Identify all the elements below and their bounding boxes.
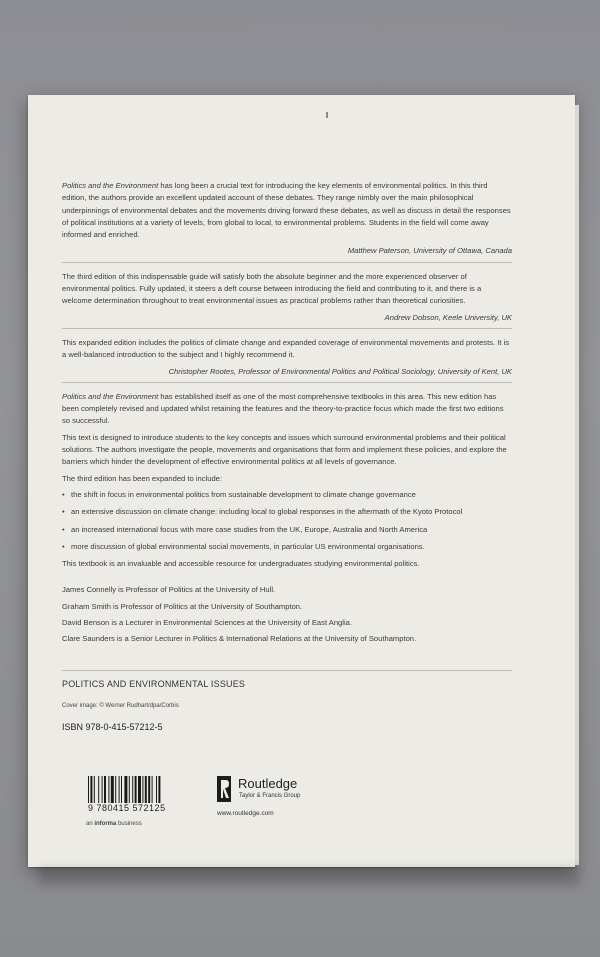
review-attribution-1: Matthew Paterson, University of Ottawa, Canada [347,246,512,256]
page-edge [575,105,579,865]
informa-prefix: an [86,821,95,827]
author-bio: Clare Saunders is a Senior Lecturer in Politics & International Relations at the University of Southampton. [62,634,417,644]
list-item: • an extensive discussion on climate change: including local to global responses in the aftermath of the Kyoto Protocol [62,506,512,518]
quote-text: has long been a crucial text for introducing the key elements of environmental politics. In this third edition, the authors provide an excellent updated account of these debates. They range nimbly over the main philosophical underpinnings of environmental debates and the movements driving forward these debates, as well as discuss in detail the responses of political institutions at a variety of levels, from global to local, to environmental problems. Students in the field will come away informed and enriched. [62,181,511,240]
author-bio: James Connelly is Professor of Politics at the University of Hull. [62,585,276,595]
informa-bold: informa [94,821,117,827]
divider [62,262,512,263]
description-intro [62,391,512,428]
back-cover-text [62,180,512,734]
list-item: • more discussion of global environmental social movements, in particular US environmental organisations. [62,541,512,553]
informa-suffix: business [116,821,142,827]
list-item: • the shift in focus in environmental politics from sustainable development to climate change governance [62,489,512,501]
isbn: ISBN 978-0-415-57212-5 [62,722,163,733]
description-intro-text: has established itself as one of the most comprehensive textbooks in this area. This new edition has been completely revised and updated whilst retaining the features and the theory-to-practice focus which made the first two editions so successful. [62,391,504,426]
cover-credit: Cover image: © Werner Rudhart/dpa/Corbis [62,702,179,709]
expanded-intro: The third edition has been expanded to include: [62,473,223,483]
review-quote-3: This expanded edition includes the politics of climate change and expanded coverage of environmental movements and protests. It is a well-balanced introduction to the subject and I highly recommend it. [62,337,510,360]
review-attribution-3: Christopher Rootes, Professor of Environmental Politics and Political Sociology, University of Kent, UK [168,366,512,376]
review-attribution-2: Andrew Dobson, Keele University, UK [384,312,512,322]
routledge-logo-icon [217,776,231,802]
quote-title-italic: Politics and the Environment [62,181,159,190]
author-bio: Graham Smith is Professor of Politics at the University of Southampton. [62,601,303,611]
informa-business [86,821,142,827]
smudge-mark [326,112,328,118]
book-description [62,391,512,571]
description-title-italic: Politics and the Environment [62,391,159,401]
list-item: • an increased international focus with more case studies from the UK, Europe, Australia and North America [62,524,512,536]
publisher-name: Routledge [238,776,298,791]
series-title: POLITICS AND ENVIRONMENTAL ISSUES [62,670,512,690]
review-quote-2: The third edition of this indispensable guide will satisfy both the absolute beginner and the more experienced observer of environmental politics. Fully updated, it steers a deft course between introducing the field and contributing to it, and there is a welcome determination throughout to treat environmental issues as practical problems rather than theoretical curiosities. [62,271,482,306]
feature-list [62,489,512,553]
review-quote-1 [62,180,512,241]
publisher-group: Taylor & Francis Group [239,793,301,799]
publisher-url: www.routledge.com [217,810,274,817]
author-bio: David Benson is a Lecturer in Environmental Sciences at the University of East Anglia. [62,618,352,628]
barcode-number: 9 780415 572125 [88,803,166,813]
divider [62,382,512,383]
divider [62,328,512,329]
description-closing: This textbook is an invaluable and accessible resource for undergraduates studying environmental politics. [62,559,420,569]
description-para2: This text is designed to introduce students to the key concepts and issues which surround environmental problems and their political solutions. The authors investigate the people, movements and organisations that form and implement these policies, and explore the barriers which hinder the development of effective environmental politics at all levels of governance. [62,432,507,467]
author-bios [62,584,512,645]
book-shadow [40,866,580,886]
